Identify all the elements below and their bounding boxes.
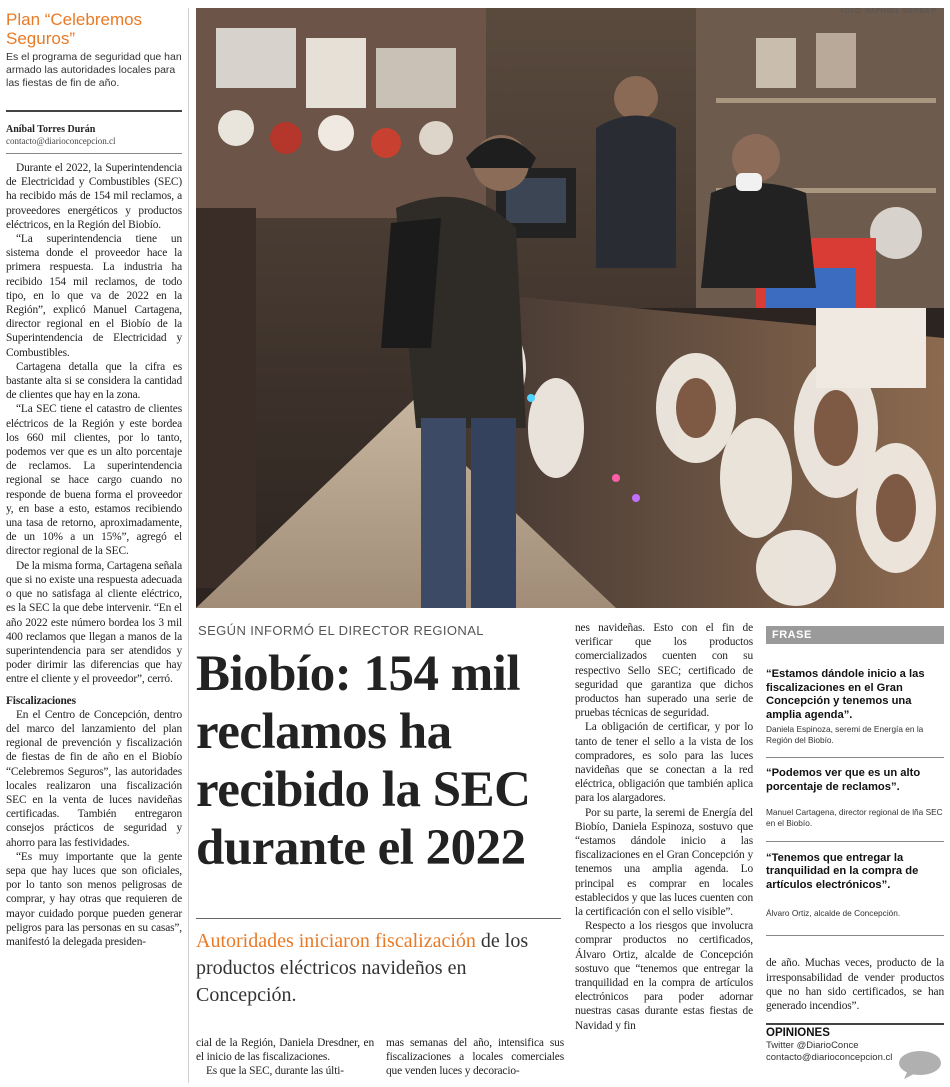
- quote-attribution: Manuel Cartagena, director regional de lña SEC en el Biobío.: [766, 806, 943, 828]
- headline: [196, 645, 566, 877]
- paragraph: “La superintendencia tiene un sistema donde el proveedor hace la primera respuesta. La industria ha recibido 154 mil reclamos, de todo tipo, en lo que va de 2022 en la Región”, explicó Manuel Cartagena, director regional en el Biobío de la Superintendencia de Electricidad y Combustibles.: [6, 233, 182, 359]
- pull-quote: “Estamos dándole inicio a las fiscalizaciones en el Gran Concepción y tenemos una amplia agenda”.: [766, 668, 925, 721]
- paragraph: La obligación de certificar, y por lo tanto de tener el sello a la vista de los compradores, es solo para las luces navideñas que se conectan a la red eléctrica, obligación que también aplica para los alargadores.: [575, 721, 753, 805]
- subhead: Fiscalizaciones: [6, 694, 76, 707]
- subheadline: [196, 928, 566, 1009]
- divider: [6, 110, 182, 112]
- author-name: Aníbal Torres Durán: [6, 124, 96, 135]
- contact-email[interactable]: contacto@diarioconcepcion.cl: [766, 1051, 893, 1063]
- headline-part: Biobío:: [196, 646, 364, 702]
- headline-part: ha recibido la SEC durante el 2022: [196, 704, 531, 876]
- paragraph: de año. Muchas veces, producto de la irresponsabilidad de vender productos que no han sido certificados, se han generado incendios”.: [766, 957, 944, 1012]
- left-column: [6, 10, 182, 949]
- right-column: [766, 626, 944, 1063]
- frase-label: FRASE: [766, 626, 944, 644]
- article-body-mid-b: [386, 1036, 564, 1079]
- article-body-mid-a: [196, 1036, 374, 1079]
- quote-attribution: Daniela Espinoza, seremi de Energía en la Región del Biobío.: [766, 724, 924, 746]
- article-body-col-c: [575, 621, 753, 1033]
- divider: [6, 153, 182, 154]
- article-body-left: [6, 161, 182, 949]
- headline-emphasis: 154 mil reclamos: [196, 646, 521, 760]
- twitter-handle[interactable]: Twitter @DiarioConce: [766, 1040, 859, 1052]
- subheadline-rest: de los productos eléctricos navideños en Concepción.: [196, 930, 529, 1006]
- pull-quote: “Tenemos que entregar la tranquilidad en la compra de artículos electrónicos”.: [766, 851, 919, 891]
- paragraph: Es que la SEC, durante las últi-: [206, 1065, 344, 1078]
- subheadline-accent: Autoridades iniciaron fiscalización: [196, 930, 476, 952]
- quote-attribution: Álvaro Ortiz, alcalde de Concepción.: [766, 908, 901, 919]
- paragraph: Durante el 2022, la Superintendencia de Electricidad y Combustibles (SEC) ha recibido más de 154 mil reclamos, a proveedores energéticos y productos eléctricos, en la Región del Biobío.: [6, 162, 182, 231]
- article-photo: [196, 8, 944, 608]
- divider: [196, 918, 561, 919]
- speech-bubble-icon: [898, 1050, 942, 1080]
- opiniones-title: OPINIONES: [766, 1027, 830, 1040]
- paragraph: mas semanas del año, intensifica sus fiscalizaciones a locales comerciales que venden luces y decoracio-: [386, 1037, 564, 1078]
- paragraph: Por su parte, la seremi de Energía del Biobío, Daniela Espinoza, sostuvo que “estamos dándole inicio a las fiscalizaciones en el Gran Concepción y tenemos una amplia agenda. Lo principal es comprar en locales establecidos y que las luces cuenten con la certificación con el sello visible”.: [575, 806, 753, 919]
- sidebar-description: Es el programa de seguridad que han armado las autoridades locales para las fiestas de fin de año.: [6, 51, 182, 89]
- paragraph: Cartagena detalla que la cifra es bastante alta si se considera la cantidad de clientes que hay en la zona.: [6, 360, 182, 402]
- kicker: SEGÚN INFORMÓ EL DIRECTOR REGIONAL: [198, 623, 484, 638]
- paragraph: “La SEC tiene el catastro de clientes eléctricos de la Región y este bordea los 660 mil clientes, por lo tanto, podemos ver que es un alto porcentaje de reclamos. La superintendencia regional se hace cargo cuando no responde de buena forma el proveedor y, en base a esto, estamos recibiendo una tasa de retorno, aproximadamente, de un 10% a un 15%”, agregó el director regional de la SEC.: [6, 403, 182, 558]
- paragraph: Respecto a los riesgos que involucra comprar productos no certificados, Álvaro Ortiz, alcalde de Concepción sostuvo que “tenemos que entregar la tranquilidad en la compra de artículos electrónicos para poder adornar nuestras casas durante estas fiestas de Navidad y fin: [575, 920, 753, 1032]
- article-body-right: [766, 956, 944, 1013]
- paragraph: nes navideñas. Esto con el fin de verificar que los productos comercializados cuenten con su respectivo Sello SEC; certificado de seguridad que garantiza que dichos productos han superado una serie de pruebas técnicas de seguridad.: [575, 622, 753, 720]
- shop-scene-illustration: [196, 8, 944, 608]
- paragraph: cial de la Región, Daniela Dresdner, en el inicio de las fiscalizaciones.: [196, 1037, 374, 1064]
- paragraph: En el Centro de Concepción, dentro del marco del lanzamiento del plan regional de prevención y fiscalización de fiestas de fin de año en el Biobío “Celebremos Seguros”, las autoridades locales realizaron una fiscalización SEC en la venta de luces navideñas certificadas. También entregaron consejos prácticos de seguridad y ahorro para las festividades.: [6, 708, 182, 849]
- author-email[interactable]: contacto@diarioconcepcion.cl: [6, 136, 116, 146]
- column-rule: [188, 8, 189, 1083]
- paragraph: “Es muy importante que la gente sepa que hay luces que son oficiales, por lo tanto son menos peligrosas de comprar, y hay otras que requieren de mayor cuidado porque pueden generar peligros para las personas en su casas”, manifestó la delegada presiden-: [6, 850, 182, 948]
- paragraph: De la misma forma, Cartagena señala que si no existe una respuesta adecuada o que no satisfaga al cliente eléctrico, es la SEC la que debe intervenir. “En el año 2022 este número bordea los 3 mil 400 reclamos que llegan a manos de la superintendencia para ser atendidos y poder dirimir las diferencias que hay entre el cliente y el proveedor”, cerró.: [6, 559, 182, 686]
- sidebar-title: Plan “Celebremos Seguros”: [6, 10, 143, 48]
- photo-credit: FOTO: RAPHAEL SIERRA P.: [840, 8, 938, 15]
- pull-quote: “Podemos ver que es un alto porcentaje de reclamos”.: [766, 767, 921, 793]
